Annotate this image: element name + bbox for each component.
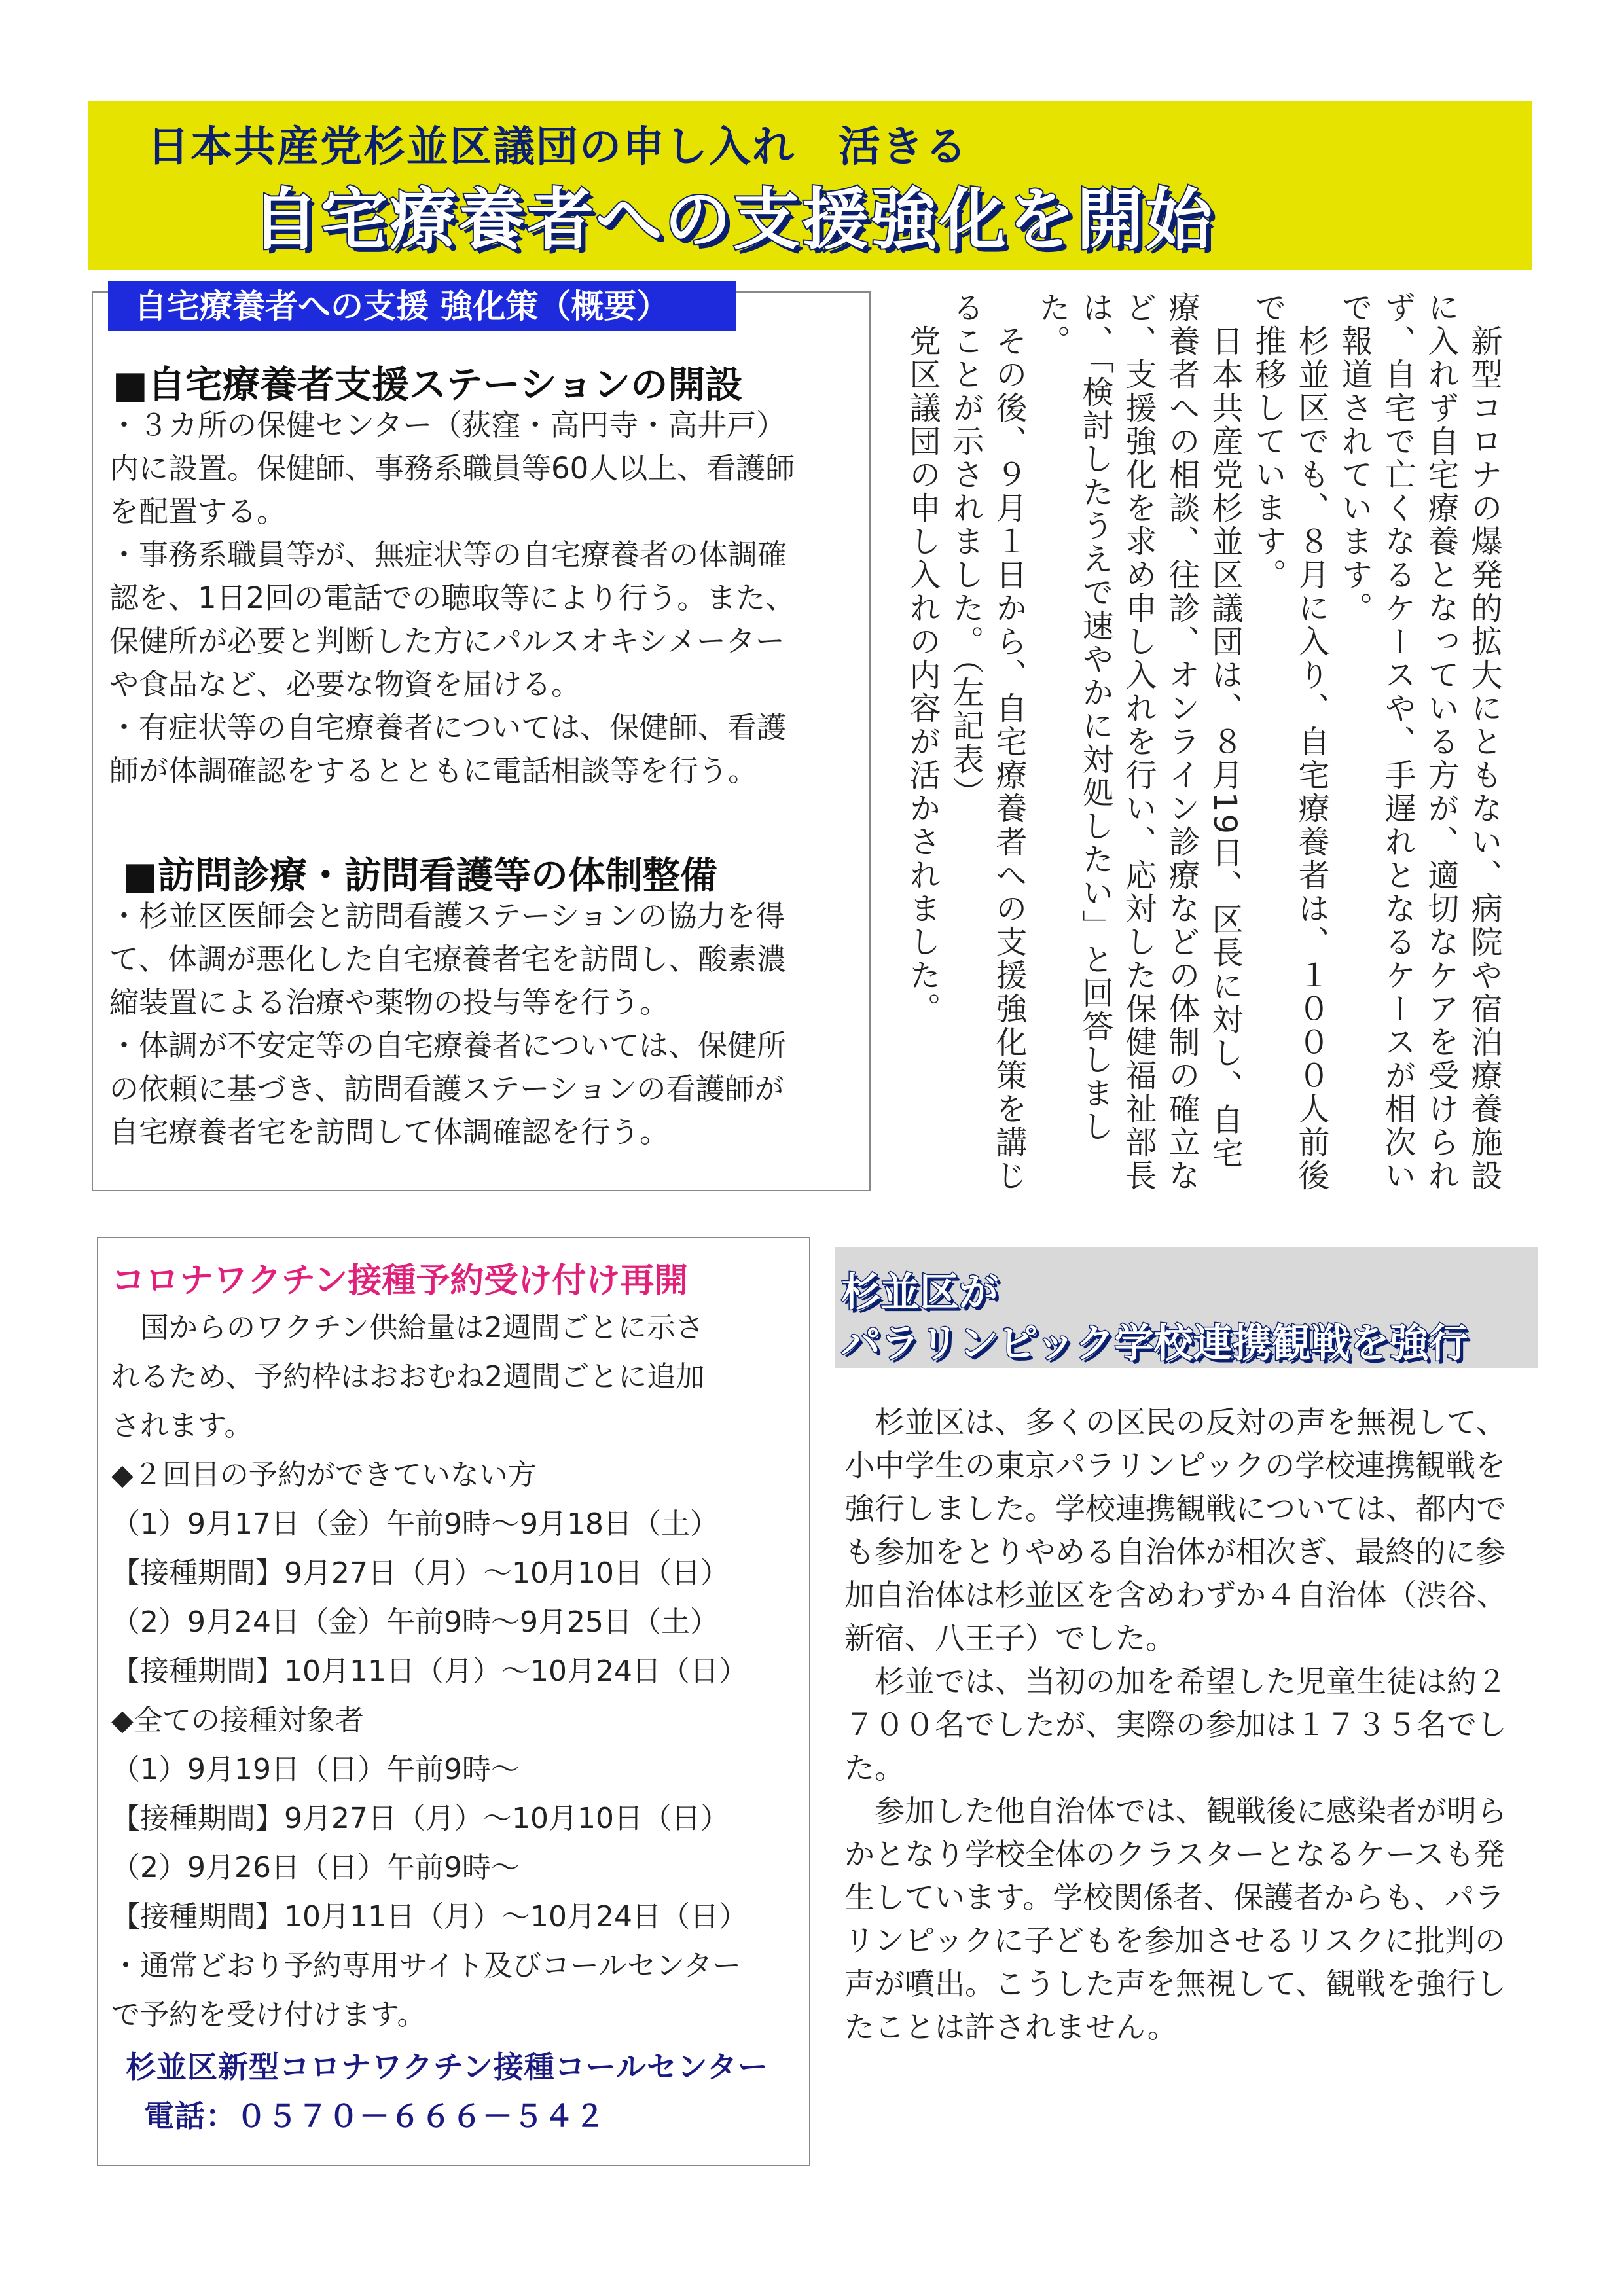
- vaccine-schedule-line: 【接種期間】9月27日（月）～10月10日（日）: [111, 1802, 729, 1835]
- vaccine-schedule-line: 【接種期間】10月11日（月）～10月24日（日）: [111, 1655, 748, 1688]
- body-line: て、体調が悪化した自宅療養者宅を訪問し、酸素濃: [109, 942, 787, 977]
- article-paragraph: 参加した他自治体では、観戦後に感染者が明らかとなり学校全体のクラスターとなるケースも発生しています。学校関係者、保護者からも、パラリンピックに子どもを参加させるリスクに批判の声が噴出。こうした声を無視して、観戦を強行したことは許されません。: [844, 1793, 1507, 2045]
- body-line: 師が体調確認をするとともに電話相談等を行う。: [109, 753, 758, 788]
- body-line: の依頼に基づき、訪問看護ステーションの看護師が: [109, 1071, 784, 1106]
- vaccine-section-heading: ◆２回目の予約ができていない方: [111, 1458, 537, 1492]
- vaccine-intro-line: されます。: [111, 1409, 253, 1443]
- support-station-heading: ■自宅療養者支援ステーションの開設: [113, 363, 743, 406]
- vaccine-title: コロナワクチン接種予約受け付け再開: [111, 1261, 689, 1300]
- vaccine-note-line: で予約を受け付けます。: [111, 1998, 426, 2032]
- call-center-phone: 電話：０５７０－６６６－５４２: [144, 2098, 605, 2134]
- body-line: 内に設置。保健師、事務系職員等60人以上、看護師: [109, 451, 795, 486]
- body-line: を配置する。: [109, 494, 287, 529]
- vaccine-intro-line: れるため、予約枠はおおむね2週間ごとに追加: [111, 1360, 705, 1393]
- vaccine-note-line: ・通常どおり予約専用サイト及びコールセンター: [111, 1949, 742, 1982]
- vaccine-schedule-line: 【接種期間】9月27日（月）～10月10日（日）: [111, 1556, 729, 1590]
- article-paragraph: 日本共産党杉並区議団は、８月19日、区長に対し、自宅療養者への相談、往診、オンライン診療などの体制の確立など、支援強化を求め申し入れを行い、応対した保健福祉部長は、「検討したうえで速やかに対処したい」と回答しました。: [1034, 291, 1243, 1193]
- support-station-body: [109, 404, 859, 793]
- call-center-name: 杉並区新型コロナワクチン接種コールセンター: [126, 2049, 768, 2085]
- vaccine-schedule-line: （1）9月19日（日）午前9時～: [111, 1753, 520, 1786]
- paralympic-banner: [835, 1247, 1538, 1368]
- vaccine-schedule-line: 【接種期間】10月11日（月）～10月24日（日）: [111, 1900, 748, 1933]
- body-line: や食品など、必要な物資を届ける。: [109, 667, 581, 702]
- body-line: 保健所が必要と判断した方にパルスオキシメーター: [109, 624, 785, 658]
- body-line: ・有症状等の自宅療養者については、保健師、看護: [109, 710, 787, 745]
- article-paragraph: 杉並区でも、８月に入り、自宅療養者は、１０００人前後で推移しています。: [1250, 291, 1329, 1193]
- header-banner: [88, 101, 1532, 270]
- vaccine-reservation-box: [97, 1237, 810, 2166]
- article-paragraph: 新型コロナの爆発的拡大にともない、病院や宿泊療養施設に入れず自宅療養となっている方が、適切なケアを受けられず、自宅で亡くなるケースや、手遅れとなるケースが相次いで報道されています。: [1336, 291, 1502, 1193]
- body-line: 縮装置による治療や薬物の投与等を行う。: [109, 985, 670, 1020]
- paralympic-title-line1: 杉並区が: [841, 1270, 998, 1316]
- article-paragraph: 党区議団の申し入れの内容が活かされました。: [904, 291, 941, 1026]
- body-line: ・体調が不安定等の自宅療養者については、保健所: [109, 1028, 787, 1063]
- banner-subtitle: 日本共産党杉並区議団の申し入れ 活きる: [147, 123, 968, 171]
- vaccine-section-heading: ◆全ての接種対象者: [111, 1704, 364, 1737]
- paralympic-article: [844, 1401, 1532, 2049]
- body-line: ・事務系職員等が、無症状等の自宅療養者の体調確: [109, 537, 787, 572]
- vertical-article: [897, 291, 1506, 1194]
- banner-title: 自宅療養者への支援強化を開始: [252, 181, 1214, 259]
- article-paragraph: 杉並では、当初の加を希望した児童生徒は約２７００名でしたが、実際の参加は１７３５名でした。: [844, 1664, 1507, 1785]
- body-line: 認を、1日2回の電話での聴取等により行う。また、: [109, 581, 795, 615]
- vaccine-intro-line: 国からのワクチン供給量は2週間ごとに示さ: [111, 1311, 704, 1344]
- vaccine-schedule-line: （2）9月24日（金）午前9時～9月25日（土）: [111, 1605, 719, 1639]
- paralympic-title-line2: パラリンピック学校連携観戦を強行: [841, 1321, 1468, 1367]
- body-line: ・３カ所の保健センター（荻窪・高円寺・高井戸）: [109, 408, 786, 442]
- home-visit-body: [109, 895, 859, 1154]
- vaccine-schedule-line: （2）9月26日（日）午前9時～: [111, 1851, 520, 1884]
- article-paragraph: 杉並区は、多くの区民の反対の声を無視して、小中学生の東京パラリンピックの学校連携観戦を強行しました。学校連携観戦については、都内でも参加をとりやめる自治体が相次ぎ、最終的に参加自治体は杉並区を含めわずか４自治体（渋谷、新宿、八王子）でした。: [844, 1405, 1507, 1656]
- support-box-tag: 自宅療養者への支援 強化策（概要）: [108, 281, 736, 331]
- body-line: 自宅療養者宅を訪問して体調確認を行う。: [109, 1115, 670, 1149]
- body-line: ・杉並区医師会と訪問看護ステーションの協力を得: [109, 899, 785, 933]
- vaccine-schedule-line: （1）9月17日（金）午前9時～9月18日（土）: [111, 1507, 719, 1541]
- home-visit-heading: ■訪問診療・訪問看護等の体制整備: [122, 854, 717, 897]
- article-paragraph: その後、９月１日から、自宅療養者への支援強化策を講じることが示されました。（左記表）: [947, 291, 1027, 1193]
- support-measures-box: [92, 291, 871, 1191]
